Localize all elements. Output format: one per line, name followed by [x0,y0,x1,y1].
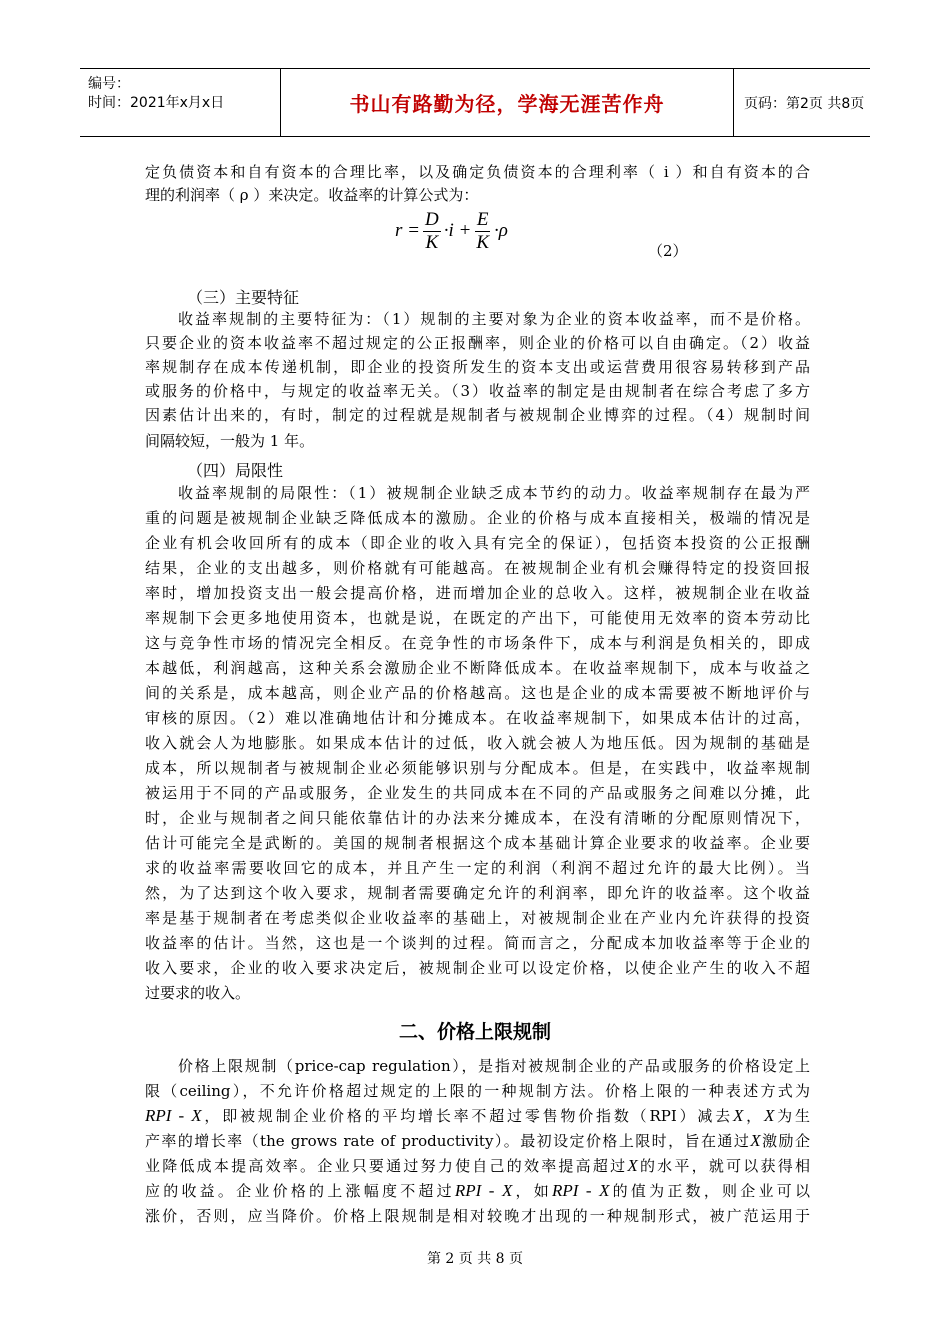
paragraph-line: 结果，企业的支出越多，则价格就有可能越高。在被规制企业有机会赚得特定的投资回报 [145,559,810,577]
header-motto-cell [281,69,734,136]
paragraph-line-with-math: 产率的增长率（the grows rate of productivity）。最初设定价格上限时，旨在通过X激励企 [145,1131,810,1150]
paragraph-line: 涨价，否则，应当降价。价格上限规制是相对较晚才出现的一种规制形式，被广范运用于 [145,1207,810,1225]
denominator: K [476,231,489,253]
math-rpi-x: RPI - X [145,1106,202,1125]
page-footer: 第 2 页 共 8 页 [426,1251,524,1267]
paragraph-line: 率规制下会更多地使用资本，也就是说，在既定的产出下，可能使用无效率的资本劳动比 [145,609,810,627]
formula-number: （2） [648,242,688,260]
math-x: X [750,1131,761,1150]
formula-mid: ·i + [443,220,472,241]
paragraph-line: 求的收益率需要收回它的成本，并且产生一定的利润（利润不超过允许的最大比例）。当 [145,859,810,877]
page-info: 页码：第2页 共8页 [744,95,865,112]
paragraph-line: 或服务的价格中，与规定的收益率无关。（3）收益率的制定是由规制者在综合考虑了多方 [145,382,810,400]
paragraph-line: 过要求的收入。 [145,984,251,1002]
numerator: D [424,208,439,230]
code-label: 编号： [88,76,130,92]
fraction-e-k [474,209,491,254]
paragraph-line: 这与竞争性市场的情况完全相反。在竞争性的市场条件下，成本与利润是负相关的，即成 [145,634,810,652]
paragraph-line: 收益率规制的局限性：（1）被规制企业缺乏成本节约的动力。收益率规制存在最为严 [178,484,810,502]
paragraph-line: 间的关系是，成本越高，则企业产品的价格越高。这也是企业的成本需要被不断地评价与 [145,684,810,702]
intro-line: 理的利润率（ ρ ）来决定。收益率的计算公式为： [145,186,479,204]
date-label: 时间：2021年x月x日 [88,95,225,111]
denominator: K [425,231,439,253]
numerator: E [476,208,489,230]
paragraph-line-with-math: RPI - X，即被规制企业价格的平均增长率不超过零售物价指数（RPI）减去X，X为生 [145,1106,810,1125]
paragraph-line: 率时，增加投资支出一般会提高价格，进而增加企业的总收入。这样，被规制企业在收益 [145,584,810,602]
math-x: X [732,1106,744,1125]
paragraph-line: 审核的原因。（2）难以准确地估计和分摊成本。在收益率规制下，如果成本估计的过高， [145,709,810,727]
math-x: X [763,1106,775,1125]
paragraph-line: 成本，所以规制者与被规制企业必须能够识别与分配成本。但是，在实践中，收益率规制 [145,759,810,777]
paragraph-line: 被运用于不同的产品或服务，企业发生的共同成本在不同的产品或服务之间难以分摊，此 [145,784,810,802]
page-header [80,68,870,137]
math-rpi-x: RPI - X [454,1181,513,1200]
paragraph-line: 本越低，利润越高，这种关系会激励企业不断降低成本。在收益率规制下，成本与收益之 [145,659,810,677]
math-x: X [627,1156,638,1175]
paragraph-line: 时，企业与规制者之间只能依靠估计的办法来分摊成本，在没有清晰的分配原则情况下， [145,809,810,827]
paragraph-line: 间隔较短，一般为 1 年。 [145,432,315,450]
paragraph-line: 然，为了达到这个收入要求，规制者需要确定允许的利润率，即允许的收益率。这个收益 [145,884,810,902]
section-heading: （三）主要特征 [187,288,300,307]
header-page-cell [734,69,870,136]
paragraph-line: 收益率规制的主要特征为：（1）规制的主要对象为企业的资本收益率，而不是价格。 [178,310,810,328]
paragraph-line-with-math: 业降低成本提高效率。企业只要通过努力使自己的效率提高超过X的水平，就可以获得相 [145,1156,810,1175]
paragraph-line: 重的问题是被规制企业缺乏降低成本的激励。企业的价格与成本直接相关，极端的情况是 [145,509,810,527]
formula-end: ·ρ [494,220,508,241]
paragraph-line: 限（ceiling），不允许价格超过规定的上限的一种规制方法。价格上限的一种表述方式为 [145,1082,810,1100]
paragraph-line: 只要企业的资本收益率不超过规定的公正报酬率，则企业的价格可以自由确定。（2）收益 [145,334,810,352]
formula [395,205,508,257]
paragraph-line: 估计可能完全是武断的。美国的规制者根据这个成本基础计算企业要求的收益率。企业要 [145,834,810,852]
section-heading: （四）局限性 [187,461,284,480]
paragraph-line-with-math: 应的收益。企业价格的上涨幅度不超过RPI - X，如RPI - X的值为正数，则企业可以 [145,1181,810,1200]
intro-line: 定负债资本和自有资本的合理比率，以及确定负债资本的合理利率（ i ）和自有资本的合 [145,163,810,181]
paragraph-line: 率规制存在成本传递机制，即企业的投资所发生的资本支出或运营费用很容易转移到产品 [145,358,810,376]
paragraph-line: 价格上限规制（price-cap regulation），是指对被规制企业的产品或服务的价格设定上 [178,1057,810,1075]
paragraph-line: 收入要求，企业的收入要求决定后，被规制企业可以设定价格，以使企业产生的收入不超 [145,959,810,977]
math-rpi-x: RPI - X [552,1181,610,1200]
fraction-d-k [423,209,441,254]
formula-lhs: r = [395,220,420,241]
paragraph-line: 收入就会人为地膨胀。如果成本估计的过低，收入就会被人为地压低。因为规制的基础是 [145,734,810,752]
motto: 书山有路勤为径，学海无涯苦作舟 [349,92,665,116]
paragraph-line: 因素估计出来的，有时，制定的过程就是规制者与被规制企业博弈的过程。（4）规制时间 [145,406,810,424]
header-meta-cell [80,69,281,136]
paragraph-line: 率是基于规制者在考虑类似企业收益率的基础上，对被规制企业在产业内允许获得的投资 [145,909,810,927]
paragraph-line: 收益率的估计。当然，这也是一个谈判的过程。简而言之，分配成本加收益率等于企业的 [145,934,810,952]
paragraph-line: 企业有机会收回所有的成本（即企业的收入具有完全的保证），包括资本投资的公正报酬 [145,534,810,552]
part-heading: 二、价格上限规制 [398,1021,551,1043]
